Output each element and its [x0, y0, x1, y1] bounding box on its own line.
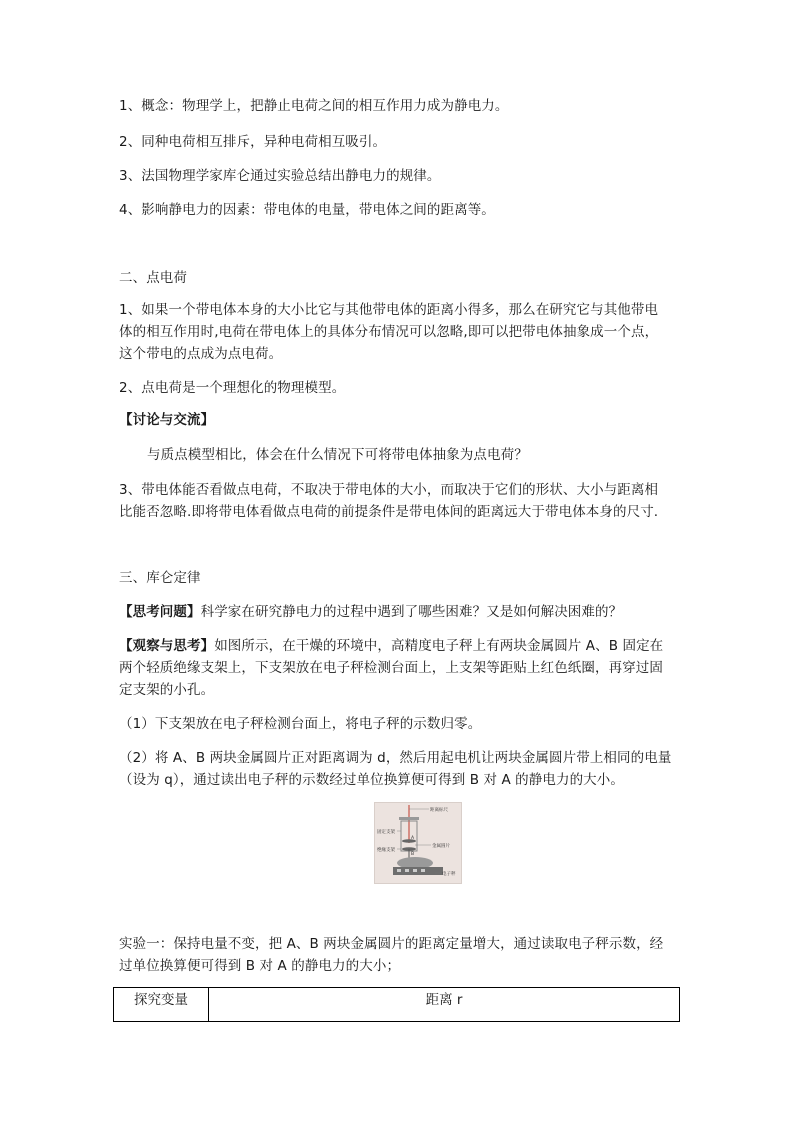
figure-label-fixed-stand: 固定支架: [377, 830, 395, 835]
point-charge-p2: 2、点电荷是一个理想化的物理模型。: [119, 380, 346, 396]
table-cell-variable-label: 探究变量: [114, 988, 209, 1022]
observe-text: 如图所示，在干燥的环境中，高精度电子秤上有两块金属圆片 A、B 固定在: [214, 638, 664, 654]
concept-item-4: 4、影响静电力的因素：带电体的电量，带电体之间的距离等。: [119, 202, 495, 218]
observe-label: 【观察与思考】: [119, 638, 215, 654]
point-charge-p1-line2: 体的相互作用时,电荷在带电体上的具体分布情况可以忽略,即可以把带电体抽象成一个点，: [119, 324, 659, 340]
point-charge-p3-line1: 3、带电体能否看做点电荷，不取决于带电体的大小，而取决于它们的形状、大小与距离相: [119, 482, 659, 498]
step-2-line2: （设为 q），通过读出电子秤的示数经过单位换算便可得到 B 对 A 的静电力的大小。: [119, 772, 624, 788]
figure-letter-b: B: [411, 852, 415, 857]
experiment1-line2: 过单位换算便可得到 B 对 A 的静电力的大小；: [119, 958, 401, 974]
figure-letter-a: A: [411, 836, 415, 841]
observe-line2: 两个轻质绝缘支架上，下支架放在电子秤检测台面上，上支架等距贴上红色纸圈，再穿过固: [119, 660, 663, 676]
concept-item-3: 3、法国物理学家库仑通过实验总结出静电力的规律。: [119, 168, 441, 184]
experiment-figure: [374, 802, 462, 884]
think-label: 【思考问题】: [119, 604, 201, 620]
table-cell-distance: 距离 r: [209, 988, 680, 1022]
think-text: 科学家在研究静电力的过程中遇到了哪些困难？又是如何解决困难的？: [200, 604, 623, 620]
table-row: [114, 988, 680, 1022]
discussion-question: 与质点模型相比，体会在什么情况下可将带电体抽象为点电荷？: [147, 447, 528, 463]
point-charge-p3-line2: 比能否忽略.即将带电体看做点电荷的前提条件是带电体间的距离远大于带电体本身的尺寸.: [119, 504, 659, 520]
experiment1-line1: 实验一：保持电量不变，把 A、B 两块金属圆片的距离定量增大，通过读取电子秤示数，经: [119, 936, 664, 952]
figure-label-insulated-stand: 绝缘支架: [377, 848, 395, 853]
discussion-title: 【讨论与交流】: [119, 412, 215, 428]
think-question: [119, 600, 684, 624]
figure-label-scale: 电子秤: [442, 872, 456, 877]
point-charge-p1-line1: 1、如果一个带电体本身的大小比它与其他带电体的距离小得多，那么在研究它与其他带电: [119, 302, 659, 318]
figure-label-ruler: 距离标尺: [430, 808, 448, 813]
observe-line1: [119, 634, 684, 658]
step-2-line1: （2）将 A、B 两块金属圆片正对距离调为 d，然后用起电机让两块金属圆片带上相同的电量: [119, 750, 672, 766]
variable-table: [113, 987, 680, 1022]
figure-label-metal-disc: 金属圆片: [432, 844, 450, 849]
concept-item-1: 1、概念：物理学上，把静止电荷之间的相互作用力成为静电力。: [119, 98, 509, 114]
step-1: （1）下支架放在电子秤检测台面上，将电子秤的示数归零。: [119, 716, 482, 732]
observe-line3: 定支架的小孔。: [119, 682, 215, 698]
electronic-scale-diagram: [375, 803, 461, 883]
section-heading-point-charge: 二、点电荷: [119, 270, 187, 286]
point-charge-p1-line3: 这个带电的点成为点电荷。: [119, 346, 283, 362]
section-heading-coulomb: 三、库仑定律: [119, 570, 201, 586]
concept-item-2: 2、同种电荷相互排斥，异种电荷相互吸引。: [119, 134, 387, 150]
